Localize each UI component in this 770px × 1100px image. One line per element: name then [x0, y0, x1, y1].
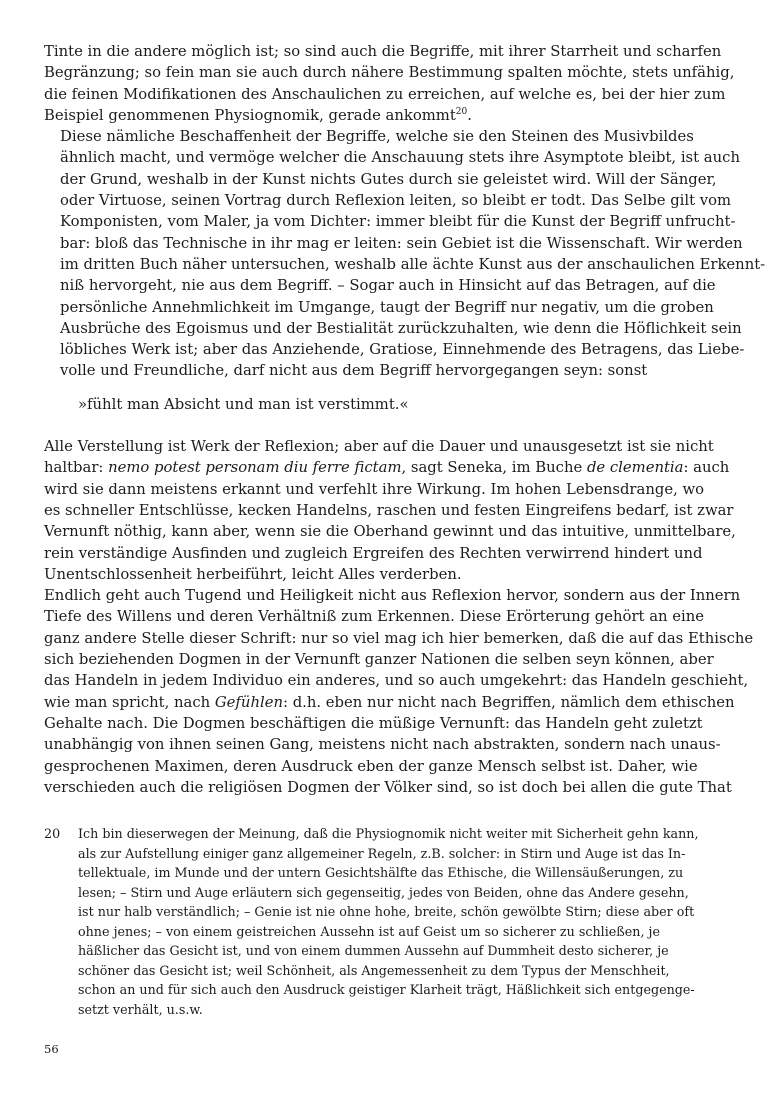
text-line: wie man spricht, nach Gefühlen: d.h. eben nur nicht nach Begriffen, nämlich dem ethischen	[44, 693, 735, 711]
text-line: sich beziehenden Dogmen in der Vernunft ganzer Nationen die selben seyn können, aber	[44, 651, 714, 669]
text-line: haltbar: nemo potest personam diu ferre fictam, sagt Seneka, im Buche de clementia: auch	[44, 459, 730, 477]
text-line: Begränzung; so fein man sie auch durch nähere Bestimmung spalten möchte, stets unfähig,	[44, 64, 735, 82]
text-line: Tinte in die andere möglich ist; so sind auch die Begriffe, mit ihrer Starrheit und scharfen	[44, 43, 722, 60]
text-line: Tiefe des Willens und deren Verhältniß zum Erkennen. Diese Erörterung gehört an eine	[44, 608, 705, 626]
page-number: 56	[44, 1042, 59, 1056]
text-line: Beispiel genommenen Physiognomik, gerade ankommt$^{20}$.	[44, 106, 472, 124]
text-line: der Grund, weshalb in der Kunst nichts Gutes durch sie geleistet wird. Will der Sänger,	[60, 170, 717, 188]
text-line: ähnlich macht, und vermöge welcher die Anschauung stets ihre Asymptote bleibt, ist auch	[60, 149, 740, 167]
footnote-ref[interactable]: 20	[455, 106, 468, 117]
footnote-line: ist nur halb verständlich; – Genie ist nie ohne hohe, breite, schön gewölbte Stirn; diese aber oft	[78, 904, 695, 919]
text-line: wird sie dann meistens erkannt und verfehlt ihre Wirkung. Im hohen Lebensdrange, wo	[44, 480, 705, 498]
text-line: volle und Freundliche, darf nicht aus dem Begriff hervorgegangen seyn: sonst	[60, 362, 648, 380]
text-line: das Handeln in jedem Individuo ein anderes, und so auch umgekehrt: das Handeln geschieht,	[44, 672, 749, 690]
latin-quote: nemo potest personam diu ferre fictam	[108, 459, 402, 477]
paragraph-2	[44, 126, 766, 382]
text-line: Endlich geht auch Tugend und Heiligkeit nicht aus Reflexion hervor, sondern aus der Innern	[44, 587, 741, 605]
paragraph-1	[44, 41, 735, 126]
text-line: gesprochenen Maximen, deren Ausdruck eben der ganze Mensch selbst ist. Daher, wie	[44, 757, 698, 775]
emphasis: Gefühlen	[214, 693, 283, 711]
footnote-line: ohne jenes; – von einem geistreichen Aussehn ist auf Geist um so sicherer zu schließen, je	[78, 923, 660, 939]
paragraph-4	[44, 585, 754, 798]
text-line: niß hervorgeht, nie aus dem Begriff. – Sogar auch in Hinsicht auf das Betragen, auf die	[60, 277, 716, 295]
footnote-line: tellektuale, im Munde und der untern Gesichtshälfte das Ethische, die Willensäußerungen, zu	[78, 865, 684, 880]
text-line: persönliche Annehmlichkeit im Umgange, taugt der Begriff nur negativ, um die groben	[60, 298, 714, 316]
book-title: de clementia	[586, 459, 684, 477]
text-line: Ausbrüche des Egoismus und der Bestialität zurückzuhalten, wie denn die Höflichkeit sein	[60, 319, 742, 337]
footnote-line: als zur Aufstellung einiger ganz allgemeiner Regeln, z.B. solcher: in Stirn und Auge ist das In-	[78, 845, 686, 861]
paragraph-3	[44, 436, 736, 585]
footnote-line: setzt verhält, u.s.w.	[78, 1001, 203, 1017]
text-line: verschieden auch die religiösen Dogmen der Völker sind, so ist doch bei allen die gute That	[44, 778, 732, 796]
text-line: im dritten Buch näher untersuchen, weshalb alle ächte Kunst aus der anschaulichen Erkennt-	[60, 255, 766, 273]
text-line: es schneller Entschlüsse, kecken Handelns, raschen und festen Eingreifens bedarf, ist zwar	[44, 501, 734, 519]
text-line: Komponisten, vom Maler, ja vom Dichter: immer bleibt für die Kunst der Begriff unfrucht-	[60, 213, 736, 231]
text-line: Vernunft nöthig, kann aber, wenn sie die Oberhand gewinnt und das intuitive, unmittelbare,	[44, 523, 736, 541]
footnote-line: lesen; – Stirn und Auge erläutern sich gegenseitig, jedes von Beiden, ohne das Andere gesehn,	[78, 884, 689, 900]
text-line: bar: bloß das Technische in ihr mag er leiten: sein Gebiet ist die Wissenschaft. Wir werden	[60, 234, 743, 252]
text-line: rein verständige Ausfinden und zugleich Ergreifen des Rechten verwirrend hindert und	[44, 544, 703, 562]
footnote-line: schon an und für sich auch den Ausdruck geistiger Klarheit trägt, Häßlichkeit sich entgegenge-	[78, 982, 695, 997]
text-line: oder Virtuose, seinen Vortrag durch Reflexion leiten, so bleibt er todt. Das Selbe gilt vom	[60, 192, 732, 210]
text-line: Unentschlossenheit herbeiführt, leicht Alles verderben.	[44, 565, 462, 583]
footnote-text	[78, 824, 699, 1019]
text-line: Gehalte nach. Die Dogmen beschäftigen die müßige Vernunft: das Handeln geht zuletzt	[44, 714, 703, 732]
footnote-line: häßlicher das Gesicht ist, und von einem dummen Aussehn auf Dummheit desto sicherer, je	[78, 943, 669, 958]
text-line: unabhängig von ihnen seinen Gang, meistens nicht nach abstrakten, sondern nach unaus-	[44, 736, 721, 754]
text-line: ganz andere Stelle dieser Schrift: nur so viel mag ich hier bemerken, daß die auf das Ethische	[44, 629, 754, 647]
footnote-line: schöner das Gesicht ist; weil Schönheit, als Angemessenheit zu dem Typus der Menschheit,	[78, 962, 670, 978]
block-quote: »fühlt man Absicht und man ist verstimmt.«	[78, 395, 409, 413]
main-text	[44, 41, 766, 798]
text-line: die feinen Modifikationen des Anschaulichen zu erreichen, auf welche es, bei der hier zum	[44, 85, 726, 103]
footnote	[44, 824, 699, 1019]
text-line: Alle Verstellung ist Werk der Reflexion; aber auf die Dauer und unausgesetzt ist sie nicht	[44, 438, 714, 456]
text-line: löbliches Werk ist; aber das Anziehende, Gratiose, Einnehmende des Betragens, das Liebe-	[60, 341, 745, 359]
footnote-number: 20	[44, 826, 61, 841]
text-line: Diese nämliche Beschaffenheit der Begriffe, welche sie den Steinen des Musivbildes	[60, 128, 694, 146]
footnote-line: Ich bin dieserwegen der Meinung, daß die Physiognomik nicht weiter mit Sicherheit gehn kann,	[78, 826, 699, 841]
